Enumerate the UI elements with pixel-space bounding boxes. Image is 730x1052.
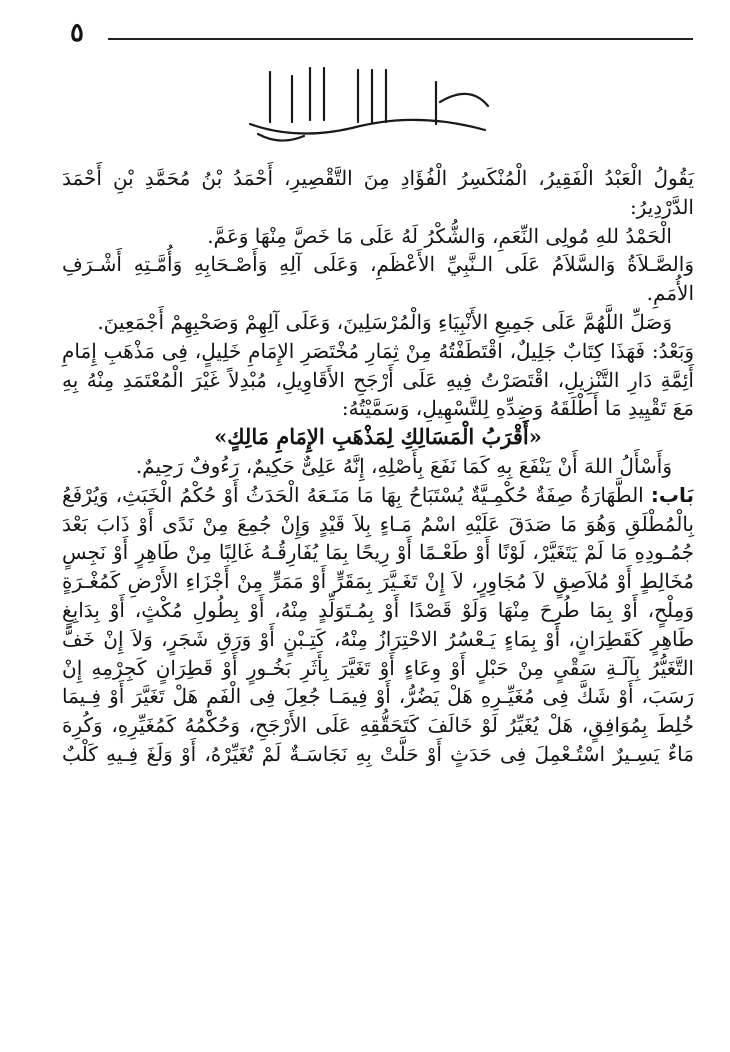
salat-paragraph: وَالصَّـلاَةُ وَالسَّلاَمُ عَلَى الـنَّبِيِّ الأَعْظَمِ، وَعَلَى آلِهِ وَأَصْـحَابِهِ وَأُمَّـتِهِ أَشْـرَفِ الأُمَمِ. <box>62 252 694 306</box>
document-body <box>62 164 694 769</box>
hamd-paragraph: الْحَمْدُ للهِ مُولِى النِّعَمِ، وَالشُّكْرُ لَهُ عَلَى مَا خَصَّ مِنْهَا وَعَمَّ. <box>207 223 672 248</box>
basmala-ornament <box>240 62 495 148</box>
page-number: ٥ <box>70 18 84 48</box>
book-title: «أَقْرَبُ الْمَسَالِكِ لِمَذْهَبِ الإِمَامِ مَالِكٍ» <box>214 424 542 450</box>
dua-paragraph: وَصَلِّ اللَّهُمَّ عَلَى جَمِيعِ الأَنْبِيَاءِ وَالْمُرْسَلِينَ، وَعَلَى آلِهِمْ وَصَحْبِهِمْ أَجْمَعِينَ. <box>97 309 672 334</box>
introduction-paragraph: وَبَعْدُ: فَهَذَا كِتَابٌ جَلِيلٌ، اقْتَطَفْتُهُ مِنْ ثِمَارِ مُخْتَصَرِ الإِمَامِ خَلِيلٍ، فِى مَذْهَبِ إِمَامِ أَئِمَّةِ دَارِ التَّنْزِيلِ، اقْتَصَرْتُ فِيهِ عَلَى أَرْجَحِ الأَقَاوِيلِ، مُبْدِلاً غَيْرَ الْمُعْتَمَدِ مِنْهُ بِهِ مَعَ تَقْيِيدِ مَا أَطْلَقَهُ وَضِدِّهِ لِلتَّسْهِيلِ، وَسَمَّيْتُهُ: <box>62 338 694 421</box>
chapter-text: الطَّهَارَةُ صِفَةٌ حُكْمِـيَّةٌ يُسْتَبَاحُ بِهَا مَا مَنَـعَهُ الْحَدَثُ أَوْ حُكْمُ الْخَبَثِ، وَيُرْفَعُ بِالْمُطْلَقِ وَهُوَ مَا صَدَقَ عَلَيْهِ اسْمُ مَـاءٍ بِلاَ قَيْدٍ وَإِنْ جُمِعَ مِنْ نَدًى أَوْ ذَابَ بَعْدَ جُمُـودِهِ مَا لَمْ يَتَغَيَّرْ، لَوْنًا أَوْ طَعْـمًا أَوْ رِيحًا بِمَا يُفَارِقُـهُ غَالِبًا مِنْ طَاهِرٍ أَوْ نَجِسٍ مُخَالِطٍ أَوْ مُلاَصِقٍ لاَ مُجَاوِرٍ، لاَ إِنْ تَغَـيَّرَ بِمَقَرٍّ أَوْ مَمَرٍّ مِنْ أَجْزَاءِ الأَرْضِ كَمُغْـرَةٍ وَمِلْحٍ، أَوْ بِمَا طُرِحَ مِنْهَا وَلَوْ قَصْدًا أَوْ بِمُـتَوَلِّدٍ مِنْهُ، أَوْ بِطُولِ مُكْثٍ، أَوْ بِدَابِغٍ طَاهِرٍ كَقَطِرَانٍ، أَوْ بِمَاءٍ يَـعْسُرُ الاحْتِرَازُ مِنْهُ، كَتِـبْنٍ أَوْ وَرَقِ شَجَرٍ، وَلاَ إِنْ خَفَّ التَّغَيُّرُ بِآلَـةِ سَقْىٍ مِنْ حَبْلٍ أَوْ وِعَاءٍ أَوْ تَغَيَّرَ بِأَثَرِ بَخُـورٍ أَوْ قَطِرَانٍ كَجِرْمِهِ إِنْ رَسَبَ، أَوْ شَكَّ فِى مُغَيِّـرِهِ هَلْ يَضُرُّ، أَوْ فِيمَـا جُعِلَ فِى الْفَمِ هَلْ تَغَيَّرَ أَوْ فِـيمَا خُلِطَ بِمُوَافِقٍ، هَلْ يُغَيِّرُ لَوْ خَالَفَ كَتَحَقُّقِهِ عَلَى الأَرْجَحِ، وَحُكْمُهُ كَمُغَيِّرِهِ، وَكُرِهَ مَاءٌ يَسِـيرٌ اسْتُـعْمِلَ فِى حَدَثٍ أَوْ حَلَّتْ بِهِ نَجَاسَـةٌ لَمْ تُغَيِّرْهُ، أَوْ وَلَغَ فِـيهِ كَلْبٌ <box>62 482 695 766</box>
closing-paragraph: وَأَسْأَلُ اللهَ أَنْ يَنْفَعَ بِهِ كَمَا نَفَعَ بِأَصْلِهِ، إِنَّهُ عَلِىٌّ حَكِيمٌ، رَءُوفٌ رَحِيمٌ. <box>135 453 672 478</box>
chapter-label: بَاب: <box>650 482 695 507</box>
header-rule <box>108 38 693 40</box>
basmala-calligraphy <box>240 62 495 148</box>
opening-paragraph: يَقُولُ الْعَبْدُ الْفَقِيرُ، الْمُنْكَسِرُ الْفُؤَادِ مِنَ التَّقْصِيرِ، أَحْمَدُ بْنُ مُحَمَّدِ بْنِ أَحْمَدَ الدَّرْدِيرُ: <box>62 166 694 219</box>
chapter-paragraph <box>62 481 694 769</box>
